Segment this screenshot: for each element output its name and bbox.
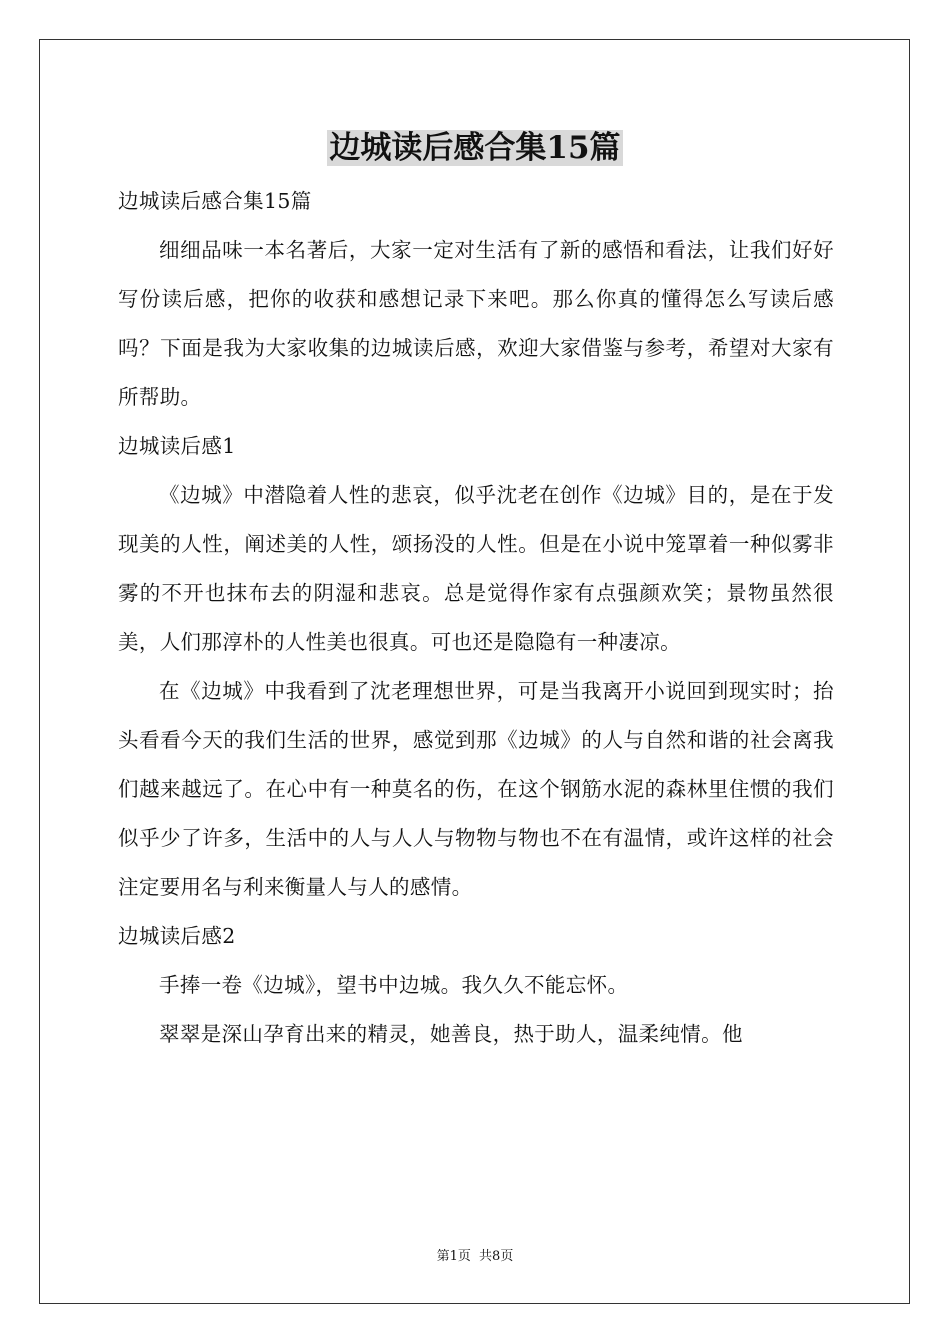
document-body — [118, 177, 834, 1059]
section-heading: 边城读后感合集15篇 — [118, 189, 312, 213]
paragraph: 细细品味一本名著后，大家一定对生活有了新的感悟和看法，让我们好好写份读后感，把你的收获和感想记录下来吧。那么你真的懂得怎么写读后感吗？下面是我为大家收集的边城读后感，欢迎大家借鉴与参考，希望对大家有所帮助。 — [118, 238, 834, 409]
section-heading: 边城读后感1 — [118, 434, 236, 458]
paragraph: 在《边城》中我看到了沈老理想世界，可是当我离开小说回到现实时；抬头看看今天的我们生活的世界，感觉到那《边城》的人与自然和谐的社会离我们越来越远了。在心中有一种莫名的伤，在这个钢筋水泥的森林里住惯的我们似乎少了许多，生活中的人与人人与物物与物也不在有温情，或许这样的社会注定要用名与利来衡量人与人的感情。 — [118, 679, 834, 899]
paragraph: 手捧一卷《边城》，望书中边城。我久久不能忘怀。 — [159, 973, 629, 997]
document-title — [0, 126, 950, 170]
section-heading: 边城读后感2 — [118, 924, 236, 948]
page-footer: 第1页 共8页 — [436, 1249, 514, 1264]
paragraph: 翠翠是深山孕育出来的精灵，她善良，热于助人，温柔纯情。他 — [159, 1022, 743, 1046]
paragraph: 《边城》中潜隐着人性的悲哀，似乎沈老在创作《边城》目的，是在于发现美的人性，阐述美的人性，颂扬没的人性。但是在小说中笼罩着一种似雾非雾的不开也抹布去的阴湿和悲哀。总是觉得作家有点强颜欢笑；景物虽然很美，人们那淳朴的人性美也很真。可也还是隐隐有一种凄凉。 — [118, 483, 834, 654]
document-title-text: 边城读后感合集15篇 — [329, 130, 621, 166]
